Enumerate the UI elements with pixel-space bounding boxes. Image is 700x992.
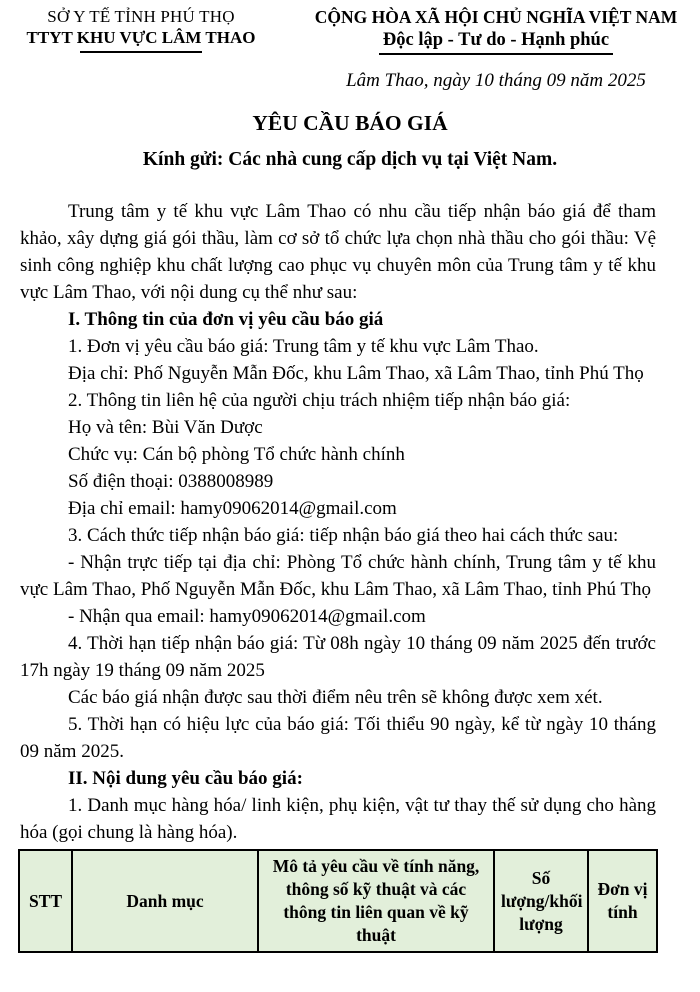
column-header-don-vi: Đơn vị tính <box>588 850 657 952</box>
org-underline-rule <box>80 51 202 53</box>
section-heading-2: II. Nội dung yêu cầu báo giá: <box>68 768 303 789</box>
quotation-items-table <box>18 849 658 953</box>
national-motto-block <box>298 7 694 92</box>
national-title: CỘNG HÒA XÃ HỘI CHỦ NGHĨA VIỆT NAM <box>314 7 678 27</box>
org-parent-name: SỞ Y TẾ TỈNH PHÚ THỌ <box>47 7 235 26</box>
document-header <box>0 0 700 92</box>
paragraph-receive-direct: - Nhận trực tiếp tại địa chỉ: Phòng Tổ chức hành chính, Trung tâm y tế khu vực Lâm Thao, Phố Nguyễn Mẫn Đốc, khu Lâm Thao, xã Lâm Thao, tỉnh Phú Thọ <box>20 552 656 600</box>
column-header-stt: STT <box>19 850 72 952</box>
place-date-line: Lâm Thao, ngày 10 tháng 09 năm 2025 <box>346 70 646 91</box>
paragraph-unit: 1. Đơn vị yêu cầu báo giá: Trung tâm y tế khu vực Lâm Thao. <box>68 336 539 357</box>
paragraph-address: Địa chỉ: Phố Nguyễn Mẫn Đốc, khu Lâm Thao, xã Lâm Thao, tỉnh Phú Thọ <box>68 363 644 384</box>
paragraph-goods-list-intro: 1. Danh mục hàng hóa/ linh kiện, phụ kiện, vật tư thay thế sử dụng cho hàng hóa (gọi chung là hàng hóa). <box>20 795 656 843</box>
paragraph-deadline: 4. Thời hạn tiếp nhận báo giá: Từ 08h ngày 10 tháng 09 năm 2025 đến trước 17h ngày 19 tháng 09 năm 2025 <box>20 633 656 681</box>
org-name: TTYT KHU VỰC LÂM THAO <box>26 28 256 47</box>
paragraph-intro: Trung tâm y tế khu vực Lâm Thao có nhu cầu tiếp nhận báo giá để tham khảo, xây dựng giá gói thầu, làm cơ sở tổ chức lựa chọn nhà thầu cho gói thầu: Vệ sinh công nghiệp khu chất lượng cao phục vụ chuyên môn của Trung tâm y tế khu vực Lâm Thao, với nội dung cụ thể như sau: <box>20 201 656 303</box>
paragraph-receive-email: - Nhận qua email: hamy09062014@gmail.com <box>68 606 426 627</box>
column-header-so-luong: Số lượng/khối lượng <box>494 850 588 952</box>
paragraph-contact-heading: 2. Thông tin liên hệ của người chịu trách nhiệm tiếp nhận báo giá: <box>68 390 571 411</box>
motto-wrap <box>298 30 694 55</box>
paragraph-contact-phone: Số điện thoại: 0388008989 <box>68 471 274 492</box>
table-header-row <box>19 850 657 952</box>
column-header-mo-ta: Mô tả yêu cầu về tính năng, thông số kỹ thuật và các thông tin liên quan về kỹ thuật <box>258 850 494 952</box>
section-heading-1: I. Thông tin của đơn vị yêu cầu báo giá <box>68 309 384 330</box>
issuing-org-block <box>10 7 272 92</box>
document-body <box>20 198 656 846</box>
paragraph-receiving-methods: 3. Cách thức tiếp nhận báo giá: tiếp nhận báo giá theo hai cách thức sau: <box>68 525 619 546</box>
paragraph-validity: 5. Thời hạn có hiệu lực của báo giá: Tối thiểu 90 ngày, kể từ ngày 10 tháng 09 năm 2025. <box>20 714 656 762</box>
document-title: YÊU CẦU BÁO GIÁ <box>252 111 448 135</box>
national-motto: Độc lập - Tư do - Hạnh phúc <box>379 30 613 55</box>
column-header-danh-muc: Danh mục <box>72 850 258 952</box>
paragraph-contact-position: Chức vụ: Cán bộ phòng Tổ chức hành chính <box>68 444 405 465</box>
paragraph-late-note: Các báo giá nhận được sau thời điểm nêu trên sẽ không được xem xét. <box>68 687 603 708</box>
document-salutation: Kính gửi: Các nhà cung cấp dịch vụ tại Việt Nam. <box>142 149 558 170</box>
paragraph-contact-name: Họ và tên: Bùi Văn Dược <box>68 417 263 438</box>
paragraph-contact-email: Địa chỉ email: hamy09062014@gmail.com <box>68 498 397 519</box>
